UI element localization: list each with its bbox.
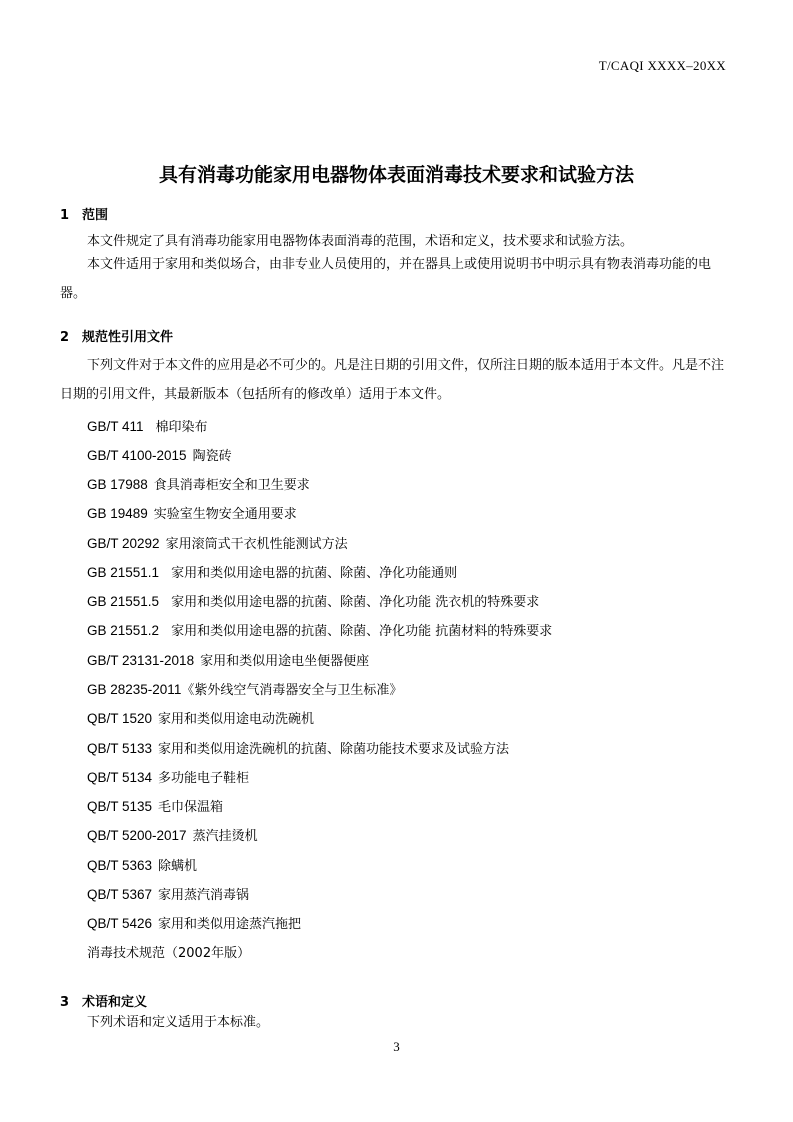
reference-item — [87, 884, 249, 903]
reference-item — [87, 796, 223, 815]
reference-code: GB/T 411 — [87, 419, 144, 434]
reference-title: 家用和类似用途蒸汽拖把 — [158, 917, 302, 932]
reference-item — [87, 445, 232, 464]
paragraph — [60, 351, 730, 409]
reference-code: GB/T 20292 — [87, 536, 160, 551]
reference-code: GB/T 4100-2015 — [87, 448, 187, 463]
section-title: 范围 — [82, 208, 109, 223]
reference-title: 食具消毒柜安全和卫生要求 — [153, 478, 310, 493]
section-title: 术语和定义 — [82, 995, 148, 1010]
reference-code: GB/T 23131-2018 — [87, 653, 195, 668]
reference-title: 毛巾保温箱 — [158, 800, 224, 815]
reference-item — [87, 591, 539, 610]
section-heading-scope — [60, 204, 108, 223]
reference-item — [87, 562, 457, 581]
reference-code: GB 21551.5 — [87, 594, 160, 609]
reference-item — [87, 738, 509, 757]
document-code: T/CAQI XXXX–20XX — [598, 58, 726, 73]
reference-item — [87, 855, 197, 874]
paragraph — [60, 1008, 730, 1037]
reference-title: 多功能电子鞋柜 — [158, 771, 250, 786]
reference-item — [87, 416, 208, 435]
reference-code: QB/T 5135 — [87, 799, 153, 814]
section-heading-normative-references — [60, 326, 173, 345]
paragraph-text: 本文件规定了具有消毒功能家用电器物体表面消毒的范围，术语和定义，技术要求和试验方法。 — [87, 234, 634, 249]
reference-title: 消毒技术规范（2002年版） — [87, 946, 251, 961]
reference-title: 棉印染布 — [155, 420, 208, 435]
reference-code: GB 21551.1 — [87, 565, 160, 580]
reference-code: QB/T 1520 — [87, 711, 153, 726]
reference-code: QB/T 5367 — [87, 887, 153, 902]
reference-item — [87, 708, 314, 727]
reference-title: 家用和类似用途电器的抗菌、除菌、净化功能通则 — [171, 566, 458, 581]
paragraph — [60, 250, 730, 308]
page-number: 3 — [393, 1039, 400, 1054]
reference-item — [87, 650, 369, 669]
section-number: 2 — [60, 330, 70, 345]
reference-item — [87, 913, 301, 932]
paragraph-text: 本文件适用于家用和类似场合，由非专业人员使用的，并在器具上或使用说明书中明示具有物表消毒功能的电器。 — [60, 257, 712, 301]
reference-code: QB/T 5200-2017 — [87, 828, 187, 843]
document-title: 具有消毒功能家用电器物体表面消毒技术要求和试验方法 — [158, 164, 634, 186]
reference-code: GB 19489 — [87, 506, 148, 521]
paragraph-text: 下列术语和定义适用于本标准。 — [87, 1015, 270, 1030]
reference-title: 除螨机 — [158, 859, 198, 874]
reference-code: GB 21551.2 — [87, 623, 160, 638]
reference-title: 蒸汽挂烫机 — [192, 829, 258, 844]
reference-code: GB 28235-2011 — [87, 682, 182, 697]
reference-title: 家用和类似用途电器的抗菌、除菌、净化功能 抗菌材料的特殊要求 — [171, 624, 553, 639]
reference-title: 《紫外线空气消毒器安全与卫生标准》 — [181, 683, 403, 698]
reference-item — [87, 620, 552, 639]
reference-title: 家用滚筒式干衣机性能测试方法 — [165, 537, 348, 552]
reference-item — [87, 474, 310, 493]
reference-title: 陶瓷砖 — [192, 449, 232, 464]
reference-title: 家用和类似用途电坐便器便座 — [200, 654, 370, 669]
reference-code: QB/T 5426 — [87, 916, 153, 931]
reference-item — [87, 767, 249, 786]
reference-title: 家用和类似用途电器的抗菌、除菌、净化功能 洗衣机的特殊要求 — [171, 595, 540, 610]
reference-item — [87, 503, 297, 522]
reference-title: 家用蒸汽消毒锅 — [158, 888, 250, 903]
reference-code: GB 17988 — [87, 477, 148, 492]
reference-code: QB/T 5363 — [87, 858, 153, 873]
section-number: 3 — [60, 995, 70, 1010]
reference-code: QB/T 5134 — [87, 770, 153, 785]
reference-title: 家用和类似用途电动洗碗机 — [158, 712, 315, 727]
section-number: 1 — [60, 208, 70, 223]
reference-code: QB/T 5133 — [87, 741, 153, 756]
reference-title: 实验室生物安全通用要求 — [153, 507, 297, 522]
paragraph-text: 下列文件对于本文件的应用是必不可少的。凡是注日期的引用文件，仅所注日期的版本适用于本文件。凡是不注日期的引用文件，其最新版本（包括所有的修改单）适用于本文件。 — [60, 358, 725, 402]
section-title: 规范性引用文件 — [82, 330, 174, 345]
reference-item — [87, 533, 348, 552]
reference-title: 家用和类似用途洗碗机的抗菌、除菌功能技术要求及试验方法 — [158, 742, 510, 757]
reference-item — [87, 825, 258, 844]
reference-item — [87, 679, 402, 698]
reference-item — [87, 942, 250, 961]
